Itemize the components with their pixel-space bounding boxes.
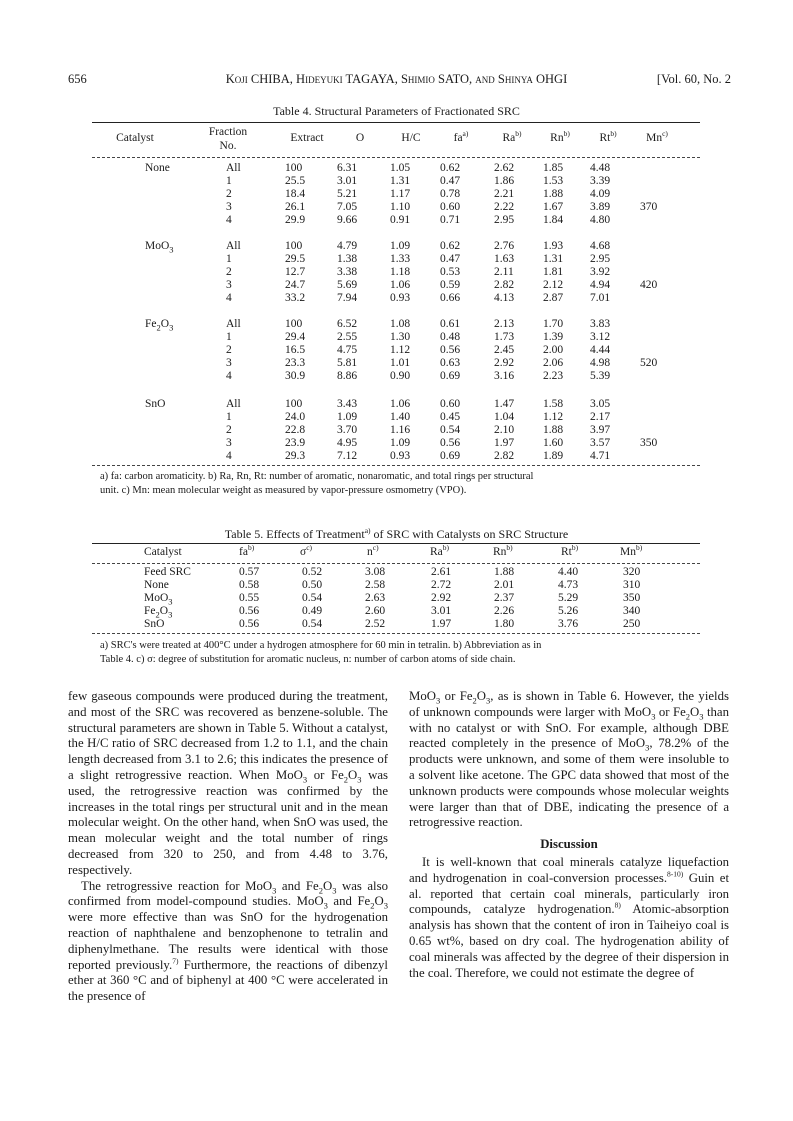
table4-cell: 1.70 xyxy=(543,318,564,330)
table5-header-n: $n^{c)}$ xyxy=(367,543,379,558)
table4-caption: Table 4. Structural Parameters of Fractionated SRC xyxy=(273,104,520,118)
table4-cell: 2.62 xyxy=(494,162,515,174)
table4-cell: 1 xyxy=(226,253,232,265)
table4-cell: 1.01 xyxy=(390,357,411,369)
table4-header-mn: Mn$^{c)}$ xyxy=(646,129,668,144)
table4-cell: 0.61 xyxy=(440,318,461,330)
table4-header-o: O xyxy=(355,132,365,144)
table5-cell: 5.29 xyxy=(558,592,579,604)
table4-cell: 4.79 xyxy=(337,240,358,252)
table4-cell: 4.94 xyxy=(590,279,611,291)
table5-caption xyxy=(0,527,793,542)
discussion-heading: Discussion xyxy=(540,837,598,852)
table4-cell: 3.70 xyxy=(337,424,358,436)
table5-cell: 1.97 xyxy=(431,618,452,630)
table4-cell: 24.0 xyxy=(285,411,306,423)
table4-cell: 1.63 xyxy=(494,253,515,265)
table4-header-rn: Rn$^{b)}$ xyxy=(550,129,570,144)
table4-cell: 2.12 xyxy=(543,279,564,291)
table4-cell: 1.06 xyxy=(390,398,411,410)
table4-cell: 3 xyxy=(226,357,232,369)
table4-cell: 0.63 xyxy=(440,357,461,369)
table5-header-catalyst: Catalyst xyxy=(144,546,182,558)
table5-footnote-line1: a) SRC's were treated at 400°C under a hydrogen atmosphere for 60 min in tetralin. b) Abbreviation as in xyxy=(100,640,542,651)
table4-cell: 1.40 xyxy=(390,411,411,423)
table4-cell: 0.91 xyxy=(390,214,411,226)
table5-header-rn: Rn$^{b)}$ xyxy=(493,543,513,558)
table4-cell: 0.56 xyxy=(440,344,461,356)
table5-cell: 0.54 xyxy=(302,618,323,630)
table4-cell: 1.88 xyxy=(543,188,564,200)
table4-cell: 5.81 xyxy=(337,357,358,369)
table4-mn: 350 xyxy=(640,437,658,449)
table4-cell: All xyxy=(226,240,241,252)
table5-catalyst: SnO xyxy=(144,618,165,630)
table4-cell: 3.38 xyxy=(337,266,358,278)
table5-cell: 0.57 xyxy=(239,566,260,578)
table4-cell: 1.58 xyxy=(543,398,564,410)
table4-cell: 1.18 xyxy=(390,266,411,278)
table4-cell: 22.8 xyxy=(285,424,306,436)
table5-cell: 2.58 xyxy=(365,579,386,591)
table4-mn: 420 xyxy=(640,279,658,291)
table4-cell: 3.01 xyxy=(337,175,358,187)
table4-header-fa: $fa^{a)}$ xyxy=(453,129,469,144)
table4-catalyst-none: None xyxy=(145,162,170,174)
table5-cell: 4.40 xyxy=(558,566,579,578)
table4-cell: 1.81 xyxy=(543,266,564,278)
table5-cell: 2.37 xyxy=(494,592,515,604)
table4-cell: 0.59 xyxy=(440,279,461,291)
table4-cell: 5.69 xyxy=(337,279,358,291)
table5-cell: 0.50 xyxy=(302,579,323,591)
table4-cell: 18.4 xyxy=(285,188,306,200)
table4-cell: 2.95 xyxy=(590,253,611,265)
table5-catalyst: None xyxy=(144,579,169,591)
table4-cell: 1.84 xyxy=(543,214,564,226)
table4-cell: 3.89 xyxy=(590,201,611,213)
table4-cell: 30.9 xyxy=(285,370,306,382)
table4-cell: 23.9 xyxy=(285,437,306,449)
table5-cell: 1.88 xyxy=(494,566,515,578)
table4-cell: 0.90 xyxy=(390,370,411,382)
table4-cell: 1.09 xyxy=(337,411,358,423)
table4-cell: 2.82 xyxy=(494,450,515,462)
table4-catalyst-sno: SnO xyxy=(145,398,166,410)
table4-cell: 1 xyxy=(226,175,232,187)
table4-cell: 33.2 xyxy=(285,292,306,304)
table4-header-fraction: Fraction xyxy=(208,126,248,138)
table4-cell: All xyxy=(226,318,241,330)
table4-cell: 4.71 xyxy=(590,450,611,462)
table4-cell: 1.97 xyxy=(494,437,515,449)
table4-cell: 8.86 xyxy=(337,370,358,382)
table4-cell: 0.56 xyxy=(440,437,461,449)
table4-cell: 6.52 xyxy=(337,318,358,330)
table4-cell: 1.60 xyxy=(543,437,564,449)
table4-cell: 4.44 xyxy=(590,344,611,356)
table4-cell: 3 xyxy=(226,201,232,213)
table4-cell: 3.16 xyxy=(494,370,515,382)
table5-cell: 2.60 xyxy=(365,605,386,617)
table4-cell: 0.60 xyxy=(440,201,461,213)
table5-cell: 0.49 xyxy=(302,605,323,617)
table4-footnote-line2: unit. c) Mn: mean molecular weight as measured by vapor-pressure osmometry (VPO). xyxy=(100,485,467,496)
table4-cell: 2.92 xyxy=(494,357,515,369)
table5-cell: 1.80 xyxy=(494,618,515,630)
table4-cell: 12.7 xyxy=(285,266,306,278)
table4-cell: 1.12 xyxy=(543,411,564,423)
table4-cell: 0.60 xyxy=(440,398,461,410)
table4-cell: 9.66 xyxy=(337,214,358,226)
table4-cell: 29.4 xyxy=(285,331,306,343)
table4-cell: 1.85 xyxy=(543,162,564,174)
table4-cell: 1.33 xyxy=(390,253,411,265)
table5-footnote xyxy=(92,639,700,667)
table4-cell: 29.5 xyxy=(285,253,306,265)
table5-cell: 0.56 xyxy=(239,605,260,617)
table4-cell: 2.13 xyxy=(494,318,515,330)
table4-cell: 2.00 xyxy=(543,344,564,356)
table4-top-rule xyxy=(92,122,700,123)
table5-cell: 2.52 xyxy=(365,618,386,630)
table4-cell: 6.31 xyxy=(337,162,358,174)
table4-cell: 26.1 xyxy=(285,201,306,213)
table4-cell: 25.5 xyxy=(285,175,306,187)
table4-cell: 1.73 xyxy=(494,331,515,343)
table5-cell: 2.01 xyxy=(494,579,515,591)
table4-cell: 24.7 xyxy=(285,279,306,291)
table4-cell: 1.89 xyxy=(543,450,564,462)
table4-cell: 7.01 xyxy=(590,292,611,304)
table5-catalyst: Feed SRC xyxy=(144,566,191,578)
table5-cell: 250 xyxy=(623,618,641,630)
table4-cell: 1.86 xyxy=(494,175,515,187)
left-column xyxy=(68,689,388,1005)
table4-cell: 2 xyxy=(226,266,232,278)
table4-cell: 0.93 xyxy=(390,450,411,462)
table4-cell: 2.11 xyxy=(494,266,514,278)
table4-cell: 1.88 xyxy=(543,424,564,436)
table5-cell: 3.01 xyxy=(431,605,452,617)
table4-cell: 2.17 xyxy=(590,411,611,423)
table4-cell: 1.10 xyxy=(390,201,411,213)
left-paragraph-2: The retrogressive reaction for MoO$_3$ and $Fe_2O_3$ was also confirmed from model-compound studies. MoO$_3$ and $Fe_2O_3$ were more effective than was SnO for the hydrogenation reaction of naphthalene and benzophenone to tetralin and diphenylmethane. The results were identical with those reported previously.$^{7)}$ Furthermore, the reactions of dibenzyl ether at 360 °C and of biphenyl at 400 °C were accelerated in the presence of xyxy=(68,878,388,1004)
table5-cell: 0.55 xyxy=(239,592,260,604)
table4-catalyst-fe2o3: $Fe_2O_3$ xyxy=(145,318,174,333)
table4-cell: 4.48 xyxy=(590,162,611,174)
table4-cell: 3.57 xyxy=(590,437,611,449)
table4-cell: 0.78 xyxy=(440,188,461,200)
table4-header-rule xyxy=(92,157,700,158)
table4-cell: 1.08 xyxy=(390,318,411,330)
table4-cell: 2.82 xyxy=(494,279,515,291)
table4-cell: 100 xyxy=(285,240,303,252)
table5-cell: 2.61 xyxy=(431,566,452,578)
table4-cell: 100 xyxy=(285,162,303,174)
table4-cell: 4.75 xyxy=(337,344,358,356)
table5-catalyst: MoO$_3$ xyxy=(144,592,173,607)
table4-cell: 4 xyxy=(226,370,232,382)
table4-cell: 4 xyxy=(226,214,232,226)
table4-cell: All xyxy=(226,398,241,410)
table4-cell: 1.06 xyxy=(390,279,411,291)
right-paragraph-1: MoO$_3$ or $Fe_2O_3$, as is shown in Table 6. However, the yields of unknown compounds were larger with MoO$_3$ or $Fe_2O_3$ than with no catalyst or with SnO. For example, although DBE reacted completely in the presence of MoO$_3$, 78.2% of the products were unknown, and some of them were insoluble to a solvent like acetone. The GPC data showed that most of the unknown products were compounds whose molecular weights were larger than that of DBE, indicating the presence of a retrogressive reaction. xyxy=(409,689,730,830)
table4-cell: 2.76 xyxy=(494,240,515,252)
table4-cell: 4.98 xyxy=(590,357,611,369)
table4-header-hc: H/C xyxy=(401,132,421,144)
table4-cell: 16.5 xyxy=(285,344,306,356)
table4-header-rt: Rt$^{b)}$ xyxy=(599,129,617,144)
table4-cell: 3.05 xyxy=(590,398,611,410)
table4-cell: 2.10 xyxy=(494,424,515,436)
table5-cell: 3.08 xyxy=(365,566,386,578)
table4-cell: 0.48 xyxy=(440,331,461,343)
table4-cell: 0.45 xyxy=(440,411,461,423)
table4-mn: 520 xyxy=(640,357,658,369)
table4-cell: 3.92 xyxy=(590,266,611,278)
table5-cell: 0.58 xyxy=(239,579,260,591)
table4-cell: 2.22 xyxy=(494,201,515,213)
table4-cell: 29.9 xyxy=(285,214,306,226)
table5-cell: 2.92 xyxy=(431,592,452,604)
table4-cell: 1.17 xyxy=(390,188,411,200)
table4-cell: 2.21 xyxy=(494,188,515,200)
table5-cell: 5.26 xyxy=(558,605,579,617)
table4-cell: 2 xyxy=(226,424,232,436)
table4-header-catalyst: Catalyst xyxy=(116,132,154,144)
table5-catalyst: $Fe_2O_3$ xyxy=(144,605,173,620)
table4-cell: 1.09 xyxy=(390,437,411,449)
table5-caption-tail: of SRC with Catalysts on SRC Structure xyxy=(370,527,569,541)
table4-cell: 1.38 xyxy=(337,253,358,265)
table5-cell: 4.73 xyxy=(558,579,579,591)
table4-cell: 1.30 xyxy=(390,331,411,343)
table5-caption-text: Table 5. Effects of Treatment xyxy=(224,527,365,541)
table4-cell: 1.93 xyxy=(543,240,564,252)
page-number: 656 xyxy=(68,72,87,86)
table4-cell: 23.3 xyxy=(285,357,306,369)
table5-caption-sup: a) xyxy=(364,526,371,535)
table5-footnote-line2: Table 4. c) σ: degree of substitution for aromatic nucleus, n: number of carbon atoms of side chain. xyxy=(100,654,516,665)
table4-cell: 0.66 xyxy=(440,292,461,304)
table4-cell: 1.53 xyxy=(543,175,564,187)
table4-cell: 5.21 xyxy=(337,188,358,200)
table5-cell: 2.26 xyxy=(494,605,515,617)
table4-cell: 2 xyxy=(226,344,232,356)
table4-footnote xyxy=(92,470,700,498)
table4-catalyst-moo3: MoO$_3$ xyxy=(145,240,174,255)
table5-header-sigma: $\sigma^{c)}$ xyxy=(300,543,313,558)
table5-header-rt: Rt$^{b)}$ xyxy=(561,543,579,558)
table4-header-no: No. xyxy=(219,140,237,152)
table4-cell: 2.95 xyxy=(494,214,515,226)
table4-cell: 4.95 xyxy=(337,437,358,449)
table4-cell: 1 xyxy=(226,331,232,343)
table5-cell: 0.56 xyxy=(239,618,260,630)
table4-cell: 0.62 xyxy=(440,240,461,252)
table4-cell: 0.53 xyxy=(440,266,461,278)
table5-cell: 320 xyxy=(623,566,641,578)
table4-cell: 4.13 xyxy=(494,292,515,304)
table4-cell: 3 xyxy=(226,279,232,291)
table4-cell: 100 xyxy=(285,318,303,330)
table4-cell: 3.12 xyxy=(590,331,611,343)
table5-cell: 350 xyxy=(623,592,641,604)
table5-cell: 0.54 xyxy=(302,592,323,604)
table4-cell: 2.45 xyxy=(494,344,515,356)
table4-cell: 3.43 xyxy=(337,398,358,410)
table4-cell: 0.71 xyxy=(440,214,461,226)
right-column xyxy=(409,689,729,981)
table4-cell: 2.06 xyxy=(543,357,564,369)
table4-cell: All xyxy=(226,162,241,174)
table5-cell: 340 xyxy=(623,605,641,617)
table4-cell: 1 xyxy=(226,411,232,423)
table4-cell: 1.31 xyxy=(543,253,564,265)
table4-cell: 3.97 xyxy=(590,424,611,436)
table4-cell: 4.68 xyxy=(590,240,611,252)
table4-cell: 0.69 xyxy=(440,370,461,382)
table4-cell: 0.93 xyxy=(390,292,411,304)
table4-cell: 0.62 xyxy=(440,162,461,174)
table4-cell: 1.31 xyxy=(390,175,411,187)
table4-cell: 1.05 xyxy=(390,162,411,174)
table4-cell: 7.94 xyxy=(337,292,358,304)
table5-header-ra: Ra$^{b)}$ xyxy=(430,543,450,558)
table4-cell: 1.09 xyxy=(390,240,411,252)
table4-cell: 2.87 xyxy=(543,292,564,304)
table4-cell: 3 xyxy=(226,437,232,449)
table4-footnote-line1: a) fa: carbon aromaticity. b) Ra, Rn, Rt: number of aromatic, nonaromatic, and total rings per structural xyxy=(100,471,534,482)
table4-cell: 5.39 xyxy=(590,370,611,382)
table4-cell: 2.23 xyxy=(543,370,564,382)
table4-header-extract: Extract xyxy=(290,132,324,144)
table4-cell: 4 xyxy=(226,450,232,462)
table4-cell: 4.09 xyxy=(590,188,611,200)
table4-cell: 1.39 xyxy=(543,331,564,343)
table4-cell: 1.16 xyxy=(390,424,411,436)
table4-cell: 4.80 xyxy=(590,214,611,226)
table4-cell: 29.3 xyxy=(285,450,306,462)
table4-cell: 0.54 xyxy=(440,424,461,436)
table5-header-rule xyxy=(92,563,700,564)
table5-cell: 0.52 xyxy=(302,566,323,578)
table5-cell: 2.63 xyxy=(365,592,386,604)
table5-cell: 310 xyxy=(623,579,641,591)
table4-cell: 4 xyxy=(226,292,232,304)
table4-cell: 7.12 xyxy=(337,450,358,462)
table4-mn: 370 xyxy=(640,201,658,213)
table5-header-fa: $fa^{b)}$ xyxy=(239,543,255,558)
table4-cell: 3.39 xyxy=(590,175,611,187)
table4-cell: 1.47 xyxy=(494,398,515,410)
table4-cell: 0.47 xyxy=(440,253,461,265)
left-paragraph-1: few gaseous compounds were produced during the treatment, and most of the SRC was recovered as benzene-soluble. The structural parameters are shown in Table 5. Without a catalyst, the H/C ratio of SRC decreased from 1.2 to 1.1, and the chain length decreased from 3.1 to 2.6; this indicates the presence of a slight retrogressive reaction. When MoO$_3$ or $Fe_2O_3$ was used, the retrogressive reaction was confirmed by the increases in the total rings per structural unit and in the mean molecular weight. On the other hand, when SnO was used, the mean molecular weight and the total number of rings decreased from 320 to 250, and from 4.48 to 3.76, respectively. xyxy=(68,689,388,877)
table4-cell: 0.47 xyxy=(440,175,461,187)
table4-cell: 2 xyxy=(226,188,232,200)
table4-header-ra: Ra$^{b)}$ xyxy=(502,129,522,144)
table5-header-mn: Mn$^{b)}$ xyxy=(620,543,643,558)
table5-top-rule xyxy=(92,543,700,544)
table4-cell: 3.83 xyxy=(590,318,611,330)
right-paragraph-2: It is well-known that coal minerals catalyze liquefaction and hydrogenation in coal-conversion processes.$^{8-10)}$ Guin et al. reported that certain coal minerals, particularly iron compounds, catalyze hydrogenation.$^{8)}$ Atomic-absorption analysis has shown that the content of iron in Taiheiyo coal is 0.65 wt%, based on dry coal. The hydrogenation ability of coal minerals was affected by the degree of their dispersion in the coal. Therefore, we could not estimate the degree of xyxy=(409,854,729,980)
volume-label: [Vol. 60, No. 2 xyxy=(656,72,731,86)
table5-cell: 2.72 xyxy=(431,579,452,591)
table4-bottom-rule xyxy=(92,465,700,466)
table4-cell: 1.12 xyxy=(390,344,411,356)
table4-cell: 1.04 xyxy=(494,411,515,423)
table4-cell: 0.69 xyxy=(440,450,461,462)
table4-cell: 100 xyxy=(285,398,303,410)
running-header-authors: Koji CHIBA, Hideyuki TAGAYA, Shimio SATO, and Shinya OHGI xyxy=(225,72,568,86)
table5-cell: 3.76 xyxy=(558,618,579,630)
table5-bottom-rule xyxy=(92,633,700,634)
table4-cell: 2.55 xyxy=(337,331,358,343)
table4-cell: 1.67 xyxy=(543,201,564,213)
table4-cell: 7.05 xyxy=(337,201,358,213)
